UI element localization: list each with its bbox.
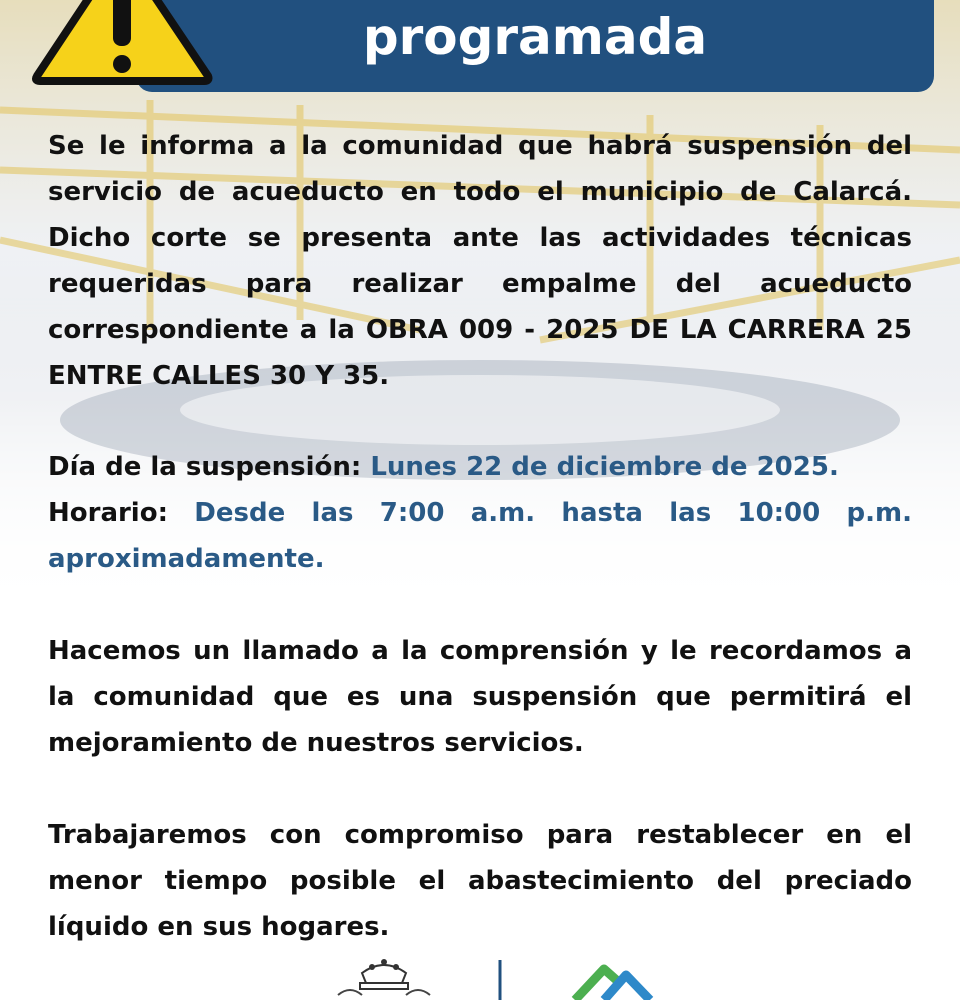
page-title: programada	[362, 8, 708, 66]
crest-logo	[338, 959, 430, 995]
intro-paragraph: Se le informa a la comunidad que habrá suspensión del servicio de acueducto en todo el municipio de Calarcá. Dicho corte se presenta ante las actividades técnicas requeridas para realizar empalme del acueducto correspondiente a la OBRA 009 - 2025 DE LA CARRERA 25 ENTRE CALLES 30 Y 35.	[48, 131, 912, 391]
hours-label: Horario:	[48, 498, 168, 528]
date-label: Día de la suspensión	[48, 452, 351, 482]
message-paragraph: Hacemos un llamado a la comprensión y le recordamos a la comunidad que es una suspensión que permitirá el mejoramiento de nuestros servicios.	[48, 636, 912, 758]
hours-value: Desde las 7:00 a.m. hasta las 10:00 p.m. aproximadamente.	[48, 498, 912, 574]
footer-logos	[0, 955, 960, 1000]
company-logo	[575, 969, 650, 1000]
date-separator: :	[350, 452, 371, 482]
closing-paragraph: Trabajaremos con compromiso para restablecer en el menor tiempo posible el abastecimiento del preciado líquido en sus hogares.	[48, 820, 912, 942]
schedule-hours	[48, 490, 912, 582]
date-value: Lunes 22 de diciembre de 2025.	[370, 452, 839, 482]
warning-icon	[30, 0, 215, 89]
suspension-date	[48, 444, 912, 490]
